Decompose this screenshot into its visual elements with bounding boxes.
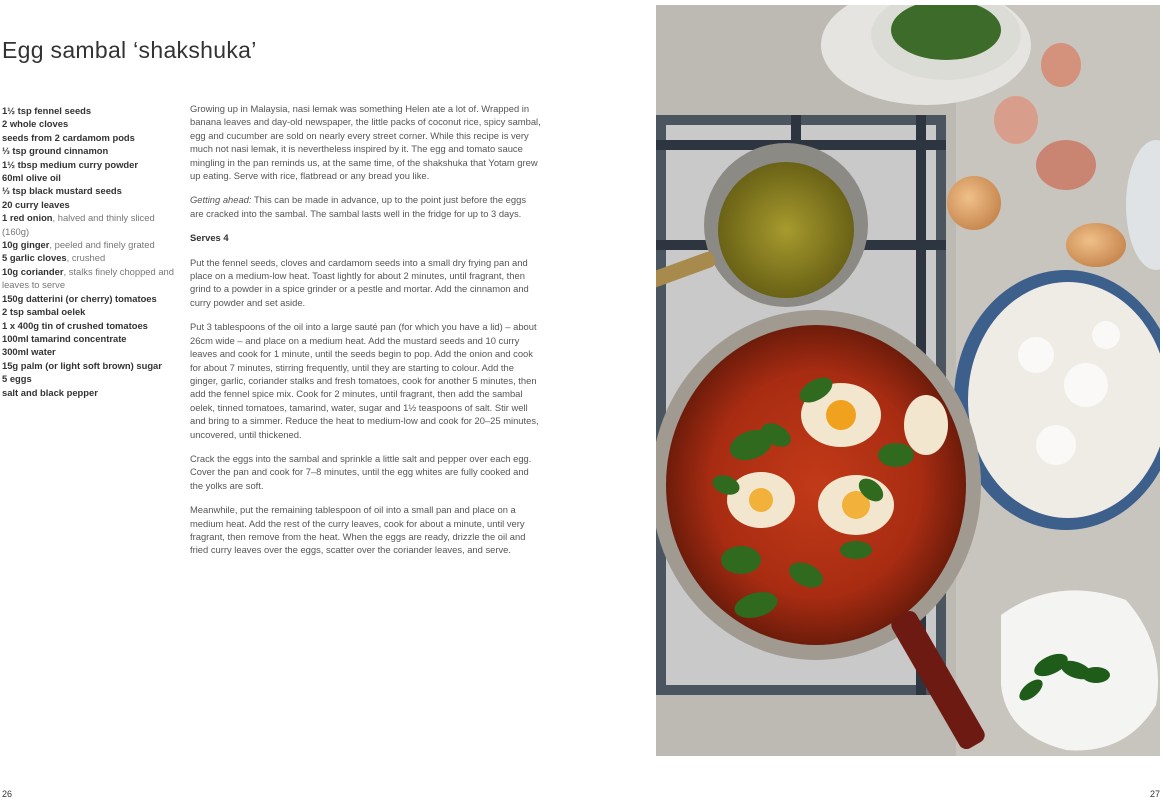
ingredient-item: seeds from 2 cardamom pods xyxy=(2,131,135,143)
ingredient-item: 1½ tbsp medium curry powder xyxy=(2,158,138,170)
method-step: Put 3 tablespoons of the oil into a large sauté pan (for which you have a lid) – about 26cm wide – and place on a medium heat. Add the mustard seeds and 10 curry leaves and cook for 1 minute, until the seeds begin to pop. Add the onion and cook for about 7 minutes, stirring frequently, until they are starting to colour. Add the ginger, garlic, coriander stalks and fresh tomatoes, cook for another 5 minutes, then add the fennel spice mix. Cook for 2 minutes, until fragrant, then add the sambal oelek, tinned tomatoes, tamarind, water, sugar and 1½ teaspoons of salt. Stir well and bring to a simmer. Reduce the heat to medium-low and cook for 20–25 minutes, uncovered, until thickened. xyxy=(190,321,539,440)
ingredient-item: 60ml olive oil xyxy=(2,172,61,184)
serves-label: Serves 4 xyxy=(190,232,229,244)
method-text xyxy=(190,102,542,568)
food-photo xyxy=(656,5,1160,756)
ingredient-item: 2 whole cloves xyxy=(2,118,69,130)
ingredient-item: 150g datterini (or cherry) tomatoes xyxy=(2,292,157,304)
ingredient-item: 20 curry leaves xyxy=(2,198,70,210)
method-step: Put the fennel seeds, cloves and cardamom seeds into a small dry frying pan and place on a medium-low heat. Toast lightly for about 2 minutes, until fragrant, then grind to a powder in a spice grinder or a pestle and mortar. Add the cinnamon and curry powder and set aside. xyxy=(190,256,529,308)
ingredient-item: 10g coriander, stalks finely chopped and leaves to serve xyxy=(2,265,174,291)
recipe-title: Egg sambal ‘shakshuka’ xyxy=(2,37,257,64)
ingredient-item: 300ml water xyxy=(2,346,56,358)
page-number-right: 27 xyxy=(1150,789,1161,799)
ingredient-item: 5 garlic cloves, crushed xyxy=(2,252,106,264)
ingredient-item: 1½ tsp fennel seeds xyxy=(2,105,92,116)
ingredient-item: 5 eggs xyxy=(2,373,32,385)
ingredient-item: 15g palm (or light soft brown) sugar xyxy=(2,359,162,371)
ingredient-item: 100ml tamarind concentrate xyxy=(2,332,127,344)
intro-paragraph: Growing up in Malaysia, nasi lemak was something Helen ate a lot of. Wrapped in banana leaves and day-old newspaper, the little packs of coconut rice, spicy sambal, egg and cucumber are sold on nearly every street corner. While this recipe is very much not nasi lemak, it is nevertheless inspired by it. The egg and tomato sauce mingling in the pan reminds us, at the same time, of the shakshuka that Yotam grew up eating. Serve with rice, flatbread or any bread you like. xyxy=(190,103,541,182)
ingredient-item: ⅓ tsp black mustard seeds xyxy=(2,185,122,197)
ingredients-list xyxy=(2,104,177,399)
ingredient-item: 10g ginger, peeled and finely grated xyxy=(2,239,155,251)
page-number-left: 26 xyxy=(2,789,13,799)
method-step: Meanwhile, put the remaining tablespoon of oil into a small pan and place on a medium heat. Add the rest of the curry leaves, cook for about a minute, until very fragrant, then remove from the heat. When the eggs are ready, drizzle the oil and fried curry leaves over the eggs, scatter over the coriander leaves, and serve. xyxy=(190,504,526,556)
food-photo-icon xyxy=(656,5,1160,756)
ingredient-item: salt and black pepper xyxy=(2,386,98,398)
ingredient-item: 1 x 400g tin of crushed tomatoes xyxy=(2,319,148,331)
ingredient-item: ⅓ tsp ground cinnamon xyxy=(2,145,109,157)
ingredient-item: 1 red onion, halved and thinly sliced (160g) xyxy=(2,212,155,237)
method-step: Crack the eggs into the sambal and sprinkle a little salt and pepper over each egg. Cover the pan and cook for 7–8 minutes, until the egg whites are fully cooked and the yolks are soft. xyxy=(190,452,532,491)
ingredient-item: 2 tsp sambal oelek xyxy=(2,306,86,318)
getting-ahead-paragraph: Getting ahead: This can be made in advance, up to the point just before the eggs are cracked into the sambal. The sambal lasts well in the fridge for up to 3 days. xyxy=(190,194,527,219)
